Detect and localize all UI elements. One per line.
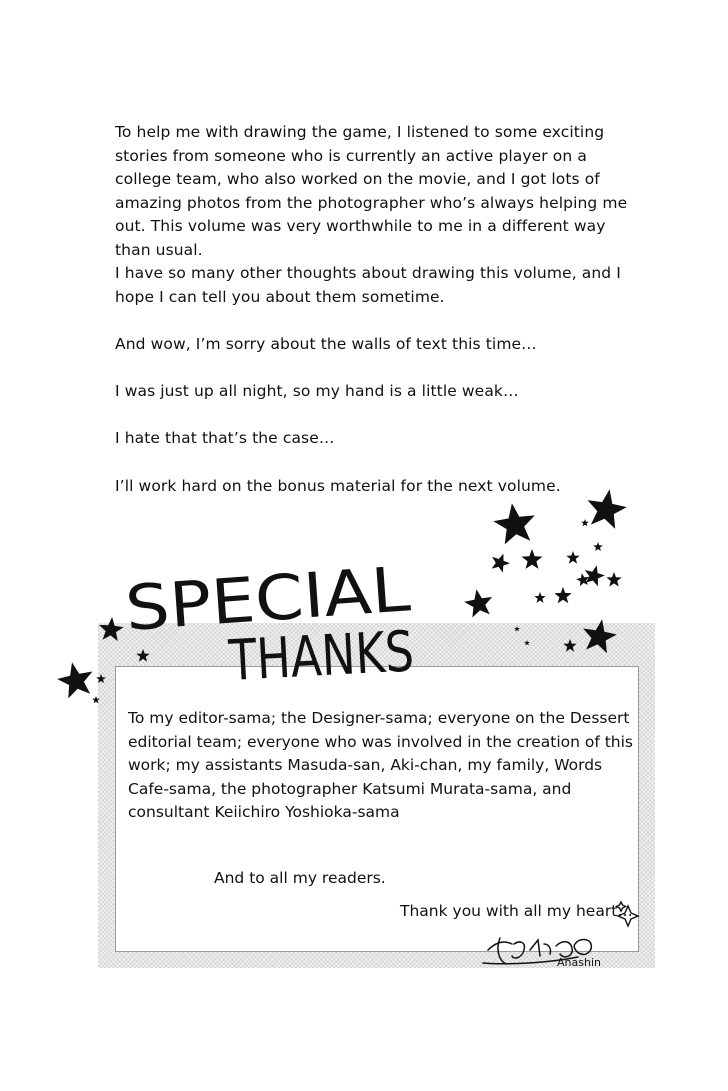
star-icon	[522, 549, 543, 569]
thanks-readers: And to all my readers.	[214, 869, 386, 887]
star-icon	[493, 503, 535, 544]
star-icon	[566, 551, 579, 564]
thanks-closing: Thank you with all my heart…	[400, 902, 633, 920]
star-icon	[492, 554, 510, 573]
paragraph-up-all-night: I was just up all night, so my hand is a little weak…	[115, 382, 519, 400]
paragraph-drawing-the-game: To help me with drawing the game, I listened to some exciting stories from someone who is currently an active player on a college team, who also worked on the movie, and I got lots of amazing photos from the photographer who’s always helping me out. This volume was very worthwhile to me in a different way than usual.	[115, 123, 628, 259]
star-icon	[57, 662, 92, 698]
heading-special: SPECIAL	[122, 554, 382, 645]
thanks-list: To my editor-sama; the Designer-sama; everyone on the Dessert editorial team; everyone who was involved in the creation of this work; my assistants Masuda-san, Aki-chan, my family, Words Cafe-sama, the photographer Katsumi Murata-sama, and consultant Keiichiro Yoshioka-sama	[128, 709, 634, 821]
star-icon	[606, 572, 621, 587]
signature-name: Anashin	[557, 956, 601, 969]
star-icon	[534, 592, 545, 603]
star-icon	[581, 519, 589, 526]
heading-thanks: THANKS	[227, 617, 460, 694]
paragraph-other-thoughts: I have so many other thoughts about drawing this volume, and I hope I can tell you about them sometime.	[115, 264, 621, 306]
paragraph-walls-of-text: And wow, I’m sorry about the walls of text this time…	[115, 335, 537, 353]
star-icon	[464, 589, 492, 617]
paragraph-hate-that: I hate that that’s the case…	[115, 429, 335, 447]
star-icon	[593, 542, 603, 551]
star-icon	[585, 565, 605, 586]
star-icon	[576, 573, 589, 586]
paragraph-bonus-material: I’ll work hard on the bonus material for the next volume.	[115, 477, 561, 495]
star-icon	[554, 587, 571, 603]
